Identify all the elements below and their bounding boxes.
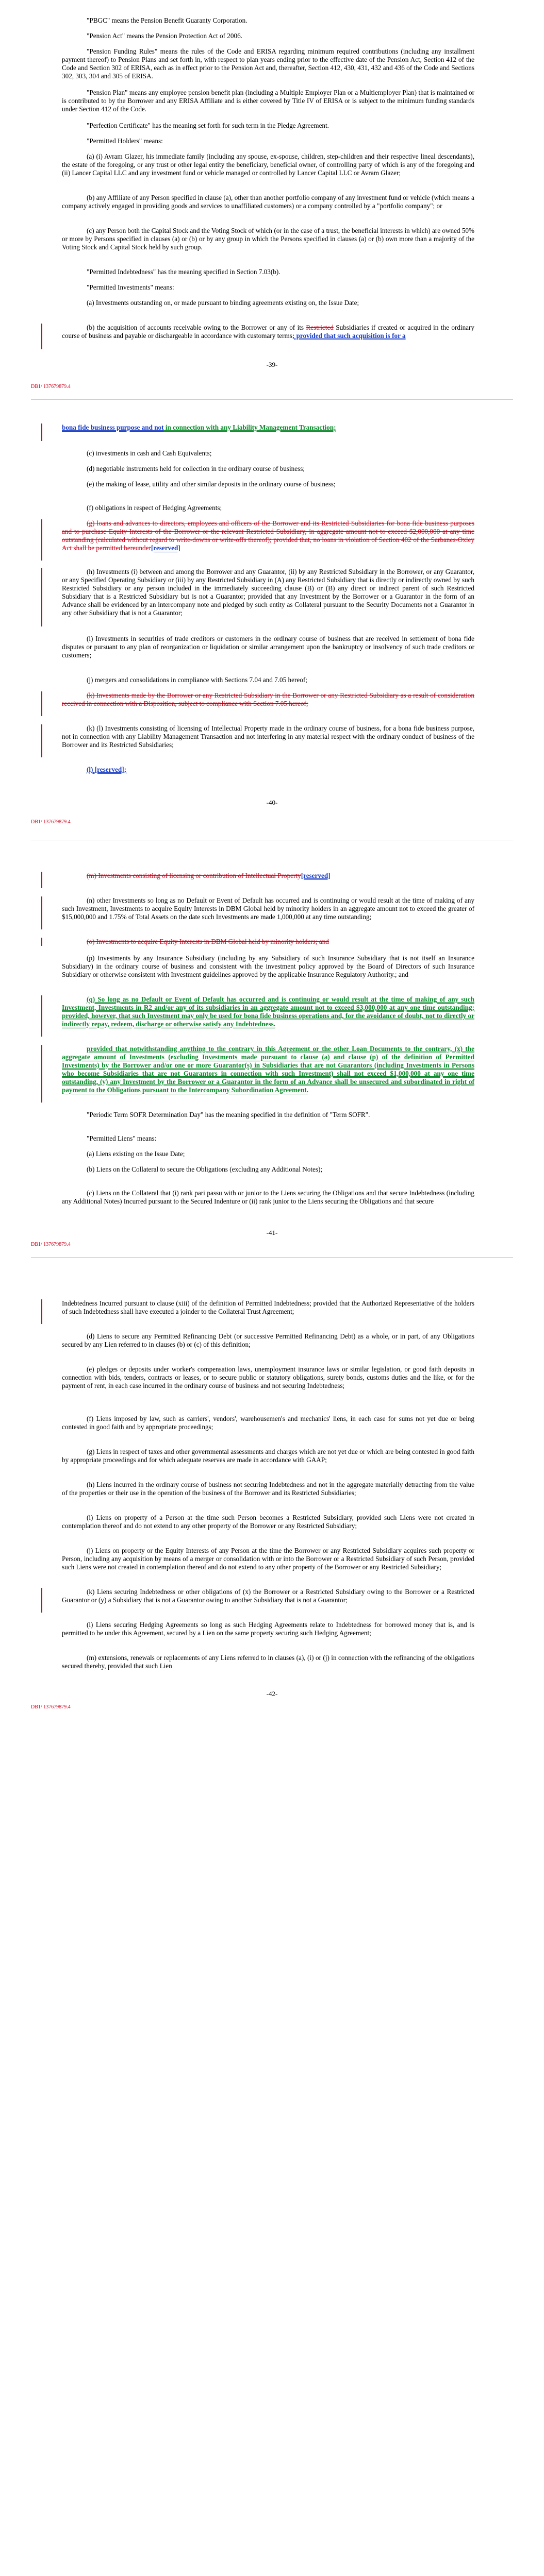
change-bar	[41, 568, 42, 626]
permitted-liens-d: (d) Liens to secure any Permitted Refinancing Debt (or successive Permitted Refinancing Debt) as a whole, or in part, of any Obligations secured by any Lien referred to in clauses (b) or (c) of this definition;	[62, 1332, 474, 1348]
inserted-text: (l) [reserved];	[87, 766, 127, 773]
permitted-investments-o	[62, 938, 474, 946]
def-pension-act: "Pension Act" means the Pension Protection Act of 2006.	[87, 32, 242, 40]
document-footer: DB1/ 137679879.4	[31, 384, 71, 389]
permitted-liens-a: (a) Liens existing on the Issue Date;	[87, 1150, 185, 1158]
pi-b-mid: Subsidiaries if created or acquired in the ordinary course of business and payable or dischargeable in accordance with customary terms	[62, 324, 474, 340]
def-perfection-certificate: "Perfection Certificate" has the meaning set forth for such term in the Pledge Agreement.	[87, 122, 329, 129]
permitted-investments-d: (d) negotiable instruments held for collection in the ordinary course of business;	[87, 465, 305, 472]
permitted-investments-l	[62, 766, 474, 774]
permitted-liens-c-cont: Indebtedness Incurred pursuant to clause (xiii) of the definition of Permitted Indebtedness; provided that the Authorized Representative of the holders of such Indebtedness shall have executed a joinder to the Collateral Trust Agreement;	[62, 1299, 474, 1315]
permitted-holders-c: (c) any Person both the Capital Stock and the Voting Stock of which (or in the case of a trust, the beneficial interests in which) are owned 50% or more by Persons specified in clauses (a) or (b) or by any group in which the Persons specified in clauses (a) or (b) own more than a majority of the Voting Stock and Capital Stock held by such group.	[62, 227, 474, 251]
page-divider	[31, 1257, 513, 1258]
page-divider	[31, 399, 513, 400]
inserted-text: [reserved]	[301, 872, 331, 879]
change-bar	[41, 324, 42, 349]
document-footer: DB1/ 137679879.4	[31, 1242, 71, 1247]
permitted-investments-m	[62, 872, 474, 880]
inserted-text-2: in connection with any Liability Management Transaction;	[163, 423, 336, 431]
def-pbgc: "PBGC" means the Pension Benefit Guaranty Corporation.	[87, 16, 248, 24]
deleted-text: (g) loans and advances to directors, employees and officers of the Borrower and its Restricted Subsidiaries for bona fide business purposes and to purchase Equity Interests of the Borrower or the relevant Restricted Subsidiary, in aggregate amount not to exceed $2,000,000 at any time outstanding (calculated without regard to write-downs or write-offs thereof); provided that, no loans in violation of Section 402 of the Sarbanes-Oxley Act shall be permitted hereunder	[62, 519, 474, 552]
permitted-liens-l: (l) Liens securing Hedging Agreements so long as such Hedging Agreements relate to Indebtedness for borrowed money that is, and is permitted to be under this Agreement, secured by a Lien on the same property securing such Hedging Agreement;	[62, 1621, 474, 1637]
change-bar	[41, 691, 42, 716]
change-bar	[41, 519, 42, 561]
permitted-liens-i: (i) Liens on property of a Person at the time such Person becomes a Restricted Subsidiary, provided such Liens were not created in contemplation thereof and do not extend to any other property of the Borrower or any Restricted Subsidiary;	[62, 1514, 474, 1530]
permitted-holders-a: (a) (i) Avram Glazer, his immediate family (including any spouse, ex-spouse, children, step-children and their respective lineal descendants), the estate of the foregoing, or any trust or other legal entity the beneficiary, beneficial owner, of controlling party of which is any of the foregoing and (ii) Lancer Capital LLC and any investment fund or vehicle managed or controlled by Lancer Capital LLC or Avram Glazer;	[62, 152, 474, 177]
permitted-investments-b	[62, 324, 474, 340]
def-permitted-investments: "Permitted Investments" means:	[87, 283, 174, 291]
pi-b-prefix: (b) the acquisition of accounts receivable owing to the Borrower or any of its	[87, 324, 306, 331]
inserted-text: ; provided that such acquisition is for a	[292, 332, 406, 340]
permitted-investments-k: (k) (l) Investments consisting of licensing of Intellectual Property made in the ordinary course of business, for a bona fide business purpose, not in connection with any Liability Management Transaction and not interfering in any material respect with the ordinary conduct of business of the Borrower and its Restricted Subsidiaries;	[62, 724, 474, 749]
change-bar	[41, 1588, 42, 1613]
document-footer: DB1/ 137679879.4	[31, 1704, 71, 1710]
permitted-investments-k-deleted	[62, 691, 474, 708]
document-footer: DB1/ 137679879.4	[31, 819, 71, 825]
permitted-liens-g: (g) Liens in respect of taxes and other governmental assessments and charges which are not yet due or which are being contested in good faith by appropriate proceedings and for which adequate reserves are made in accordance with GAAP;	[62, 1448, 474, 1464]
change-bar	[41, 423, 42, 441]
permitted-investments-h: (h) Investments (i) between and among the Borrower and any Guarantor, (ii) by any Restricted Subsidiary in the Borrower, or any Guarantor, or any Specified Operating Subsidiary or (iii) by any Restricted Subsidiary in (A) any Restricted Subsidiary that is directly or indirectly owned by such Restricted Subsidiary or any person included in the immediately succeeding clause (B) or (B) any direct or indirect parent of such Restricted Subsidiary that is a Restricted Subsidiary but is not a Guarantor; provided that any Investment by the Borrower or a Guarantor in the form of an Advance shall be evidenced by an intercompany note and pledged by such entity as Collateral pursuant to the Security Documents not a Guarantor in any other Subsidiary that is not a Guarantor;	[62, 568, 474, 617]
page-42	[0, 1262, 544, 1965]
permitted-investments-q	[62, 995, 474, 1028]
permitted-investments-b-cont	[62, 423, 474, 432]
page-number: -41-	[266, 1229, 278, 1236]
deleted-text: (o) Investments to acquire Equity Interests in DBM Global held by minority holders; and	[87, 938, 329, 945]
permitted-liens-m: (m) extensions, renewals or replacements of any Liens referred to in clauses (a), (i) or (j) in connection with the refinancing of the obligations secured thereby, provided that such Lien	[62, 1654, 474, 1670]
def-permitted-holders: "Permitted Holders" means:	[87, 137, 163, 145]
permitted-investments-proviso	[62, 1045, 474, 1094]
page-number: -39-	[266, 361, 278, 368]
def-permitted-liens: "Permitted Liens" means:	[87, 1134, 157, 1142]
change-bar	[41, 938, 42, 946]
permitted-liens-b: (b) Liens on the Collateral to secure the Obligations (excluding any Additional Notes);	[87, 1165, 323, 1173]
permitted-investments-g	[62, 519, 474, 552]
inserted-text: (q) So long as no Default or Event of Default has occurred and is continuing or would result at the time of making of any such Investment, Investments in R2 and/or any of its subsidiaries in an aggregate amount not to exceed $3,000,000 at any one time outstanding; provided, however, that such Investment may only be used for bona fide business operations and, for the avoidance of doubt, not to directly or indirectly repay, redeem, discharge or otherwise satisfy any Indebtedness.	[62, 995, 474, 1028]
deleted-text: (k) Investments made by the Borrower or any Restricted Subsidiary in the Borrower or any Restricted Subsidiary as a result of consideration received in connection with a Disposition, subject to compliance with Section 7.05 hereof;	[62, 691, 474, 707]
permitted-liens-h: (h) Liens incurred in the ordinary course of business not securing Indebtedness and not in the aggregate materially detracting from the value of the properties or their use in the operation of the business of the Borrower and its Restricted Subsidiaries;	[62, 1481, 474, 1497]
change-bar	[41, 724, 42, 757]
change-bar	[41, 872, 42, 888]
permitted-holders-b: (b) any Affiliate of any Person specified in clause (a), other than another portfolio company of any investment fund or vehicle (which means a company actively engaged in providing goods and services to unaffiliated customers) or a company controlled by a "portfolio company"; or	[62, 194, 474, 210]
inserted-text: provided that notwithstanding anything to the contrary in this Agreement or the other Loan Documents to the contrary, (x) the aggregate amount of Investments (excluding Investments made pursuant to clause (a) and clause (p) of the definition of Permitted Investments) by the Borrower and/or one or more Guarantor(s) in Subsidiaries that are not Guarantors (including Investments in Persons who become Subsidiaries that are not Guarantors in connection with such Investment) shall not exceed $1,000,000 at any one time outstanding, (y) any Investment by the Borrower or a Guarantor in the form of an Advance shall be unsecured and subordinated in right of payment to the Obligations pursuant to the Intercompany Subordination Agreement.	[62, 1045, 474, 1094]
page-number: -40-	[266, 799, 278, 806]
inserted-text: bona fide business purpose and not	[62, 423, 164, 431]
change-bar	[41, 1045, 42, 1103]
deleted-text: Restricted	[306, 324, 334, 331]
permitted-liens-c: (c) Liens on the Collateral that (i) rank pari passu with or junior to the Liens securing the Obligations and that secure Indebtedness (including any Additional Notes) Incurred pursuant to the Secured Indenture or (ii) rank junior to the Liens securing the Obligations and that secure	[62, 1189, 474, 1205]
def-pension-plan: "Pension Plan" means any employee pension benefit plan (including a Multiple Employer Plan or a Multiemployer Plan) that is maintained or is contributed to by the Borrower and any ERISA Affiliate and is either covered by Title IV of ERISA or is subject to the minimum funding standards under Section 412 of the Code.	[62, 89, 474, 113]
permitted-investments-j: (j) mergers and consolidations in compliance with Sections 7.04 and 7.05 hereof;	[87, 676, 307, 684]
permitted-liens-k: (k) Liens securing Indebtedness or other obligations of (x) the Borrower or a Restricted Subsidiary owing to the Borrower or a Restricted Guarantor or (y) a Subsidiary that is not a Guarantor owing to another Subsidiary that is not a Guarantor;	[62, 1588, 474, 1604]
def-periodic-term-sofr: "Periodic Term SOFR Determination Day" has the meaning specified in the definition of "Term SOFR".	[87, 1111, 370, 1118]
permitted-investments-a: (a) Investments outstanding on, or made pursuant to binding agreements existing on, the Issue Date;	[87, 299, 359, 307]
def-pension-funding-rules: "Pension Funding Rules" means the rules of the Code and ERISA regarding minimum required contributions (including any installment payment thereof) to Pension Plans and set forth in, with respect to plan years ending prior to the effective date of the Pension Act, Section 412 of the Code and Section 302 of ERISA, each as in effect prior to the Pension Act and, thereafter, Section 412, 430, 431, 432 and 436 of the Code and Sections 302, 303, 304 and 305 of ERISA.	[62, 47, 474, 80]
permitted-liens-j: (j) Liens on property or the Equity Interests of any Person at the time the Borrower or any Restricted Subsidiary acquires such property or Person, including any acquisition by means of a merger or consolidation with or into the Borrower or a Restricted Subsidiary of such Person, provided such Liens were not created in contemplation thereof and do not extend to any other property of the Borrower or any Restricted Subsidiary;	[62, 1547, 474, 1571]
permitted-investments-p: (p) Investments by any Insurance Subsidiary (including by any Subsidiary of such Insurance Subsidiary that is not itself an Insurance Subsidiary) in the ordinary course of business and consistent with the investment policy approved by the Board of Directors of such Insurance Subsidiary or otherwise consistent with Investment guidelines approved by the applicable Insurance Regulatory Authority.; and	[62, 954, 474, 978]
change-bar	[41, 995, 42, 1037]
permitted-investments-n: (n) other Investments so long as no Default or Event of Default has occurred and is continuing or would result at the time of making of any such Investment, Investments to acquire Equity Interests in DBM Global held by minority holders in an aggregate amount not to exceed the greater of $15,000,000 and 1.75% of Total Assets on the date such Investments are made 1,000,000 at any time outstanding;	[62, 896, 474, 921]
deleted-text: (m) Investments consisting of licensing or contribution of Intellectual Property	[87, 872, 301, 879]
permitted-liens-f: (f) Liens imposed by law, such as carriers', vendors', warehousemen's and mechanics' liens, in each case for sums not yet due or being contested in good faith and by appropriate proceedings;	[62, 1415, 474, 1431]
permitted-liens-e: (e) pledges or deposits under worker's compensation laws, unemployment insurance laws or similar legislation, or good faith deposits in connection with bids, tenders, contracts or leases, or to secure public or statutory obligations, surety bonds, customs duties and the like, or for the payment of rent, in each case incurred in the ordinary course of business and not securing Indebtedness;	[62, 1365, 474, 1389]
page-number: -42-	[266, 1690, 278, 1698]
def-permitted-indebtedness: "Permitted Indebtedness" has the meaning specified in Section 7.03(b).	[87, 268, 281, 276]
inserted-text: [reserved]	[151, 544, 180, 552]
change-bar	[41, 1299, 42, 1324]
change-bar	[41, 896, 42, 929]
permitted-investments-f: (f) obligations in respect of Hedging Agreements;	[87, 504, 222, 512]
permitted-investments-i: (i) Investments in securities of trade creditors or customers in the ordinary course of business that are received in settlement of bona fide disputes or pursuant to any plan of reorganization or liquidation or similar arrangement upon the bankruptcy or insolvency of such trade creditors or customers;	[62, 635, 474, 659]
permitted-investments-c: (c) investments in cash and Cash Equivalents;	[87, 449, 212, 457]
permitted-investments-e: (e) the making of lease, utility and other similar deposits in the ordinary course of business;	[87, 480, 336, 488]
